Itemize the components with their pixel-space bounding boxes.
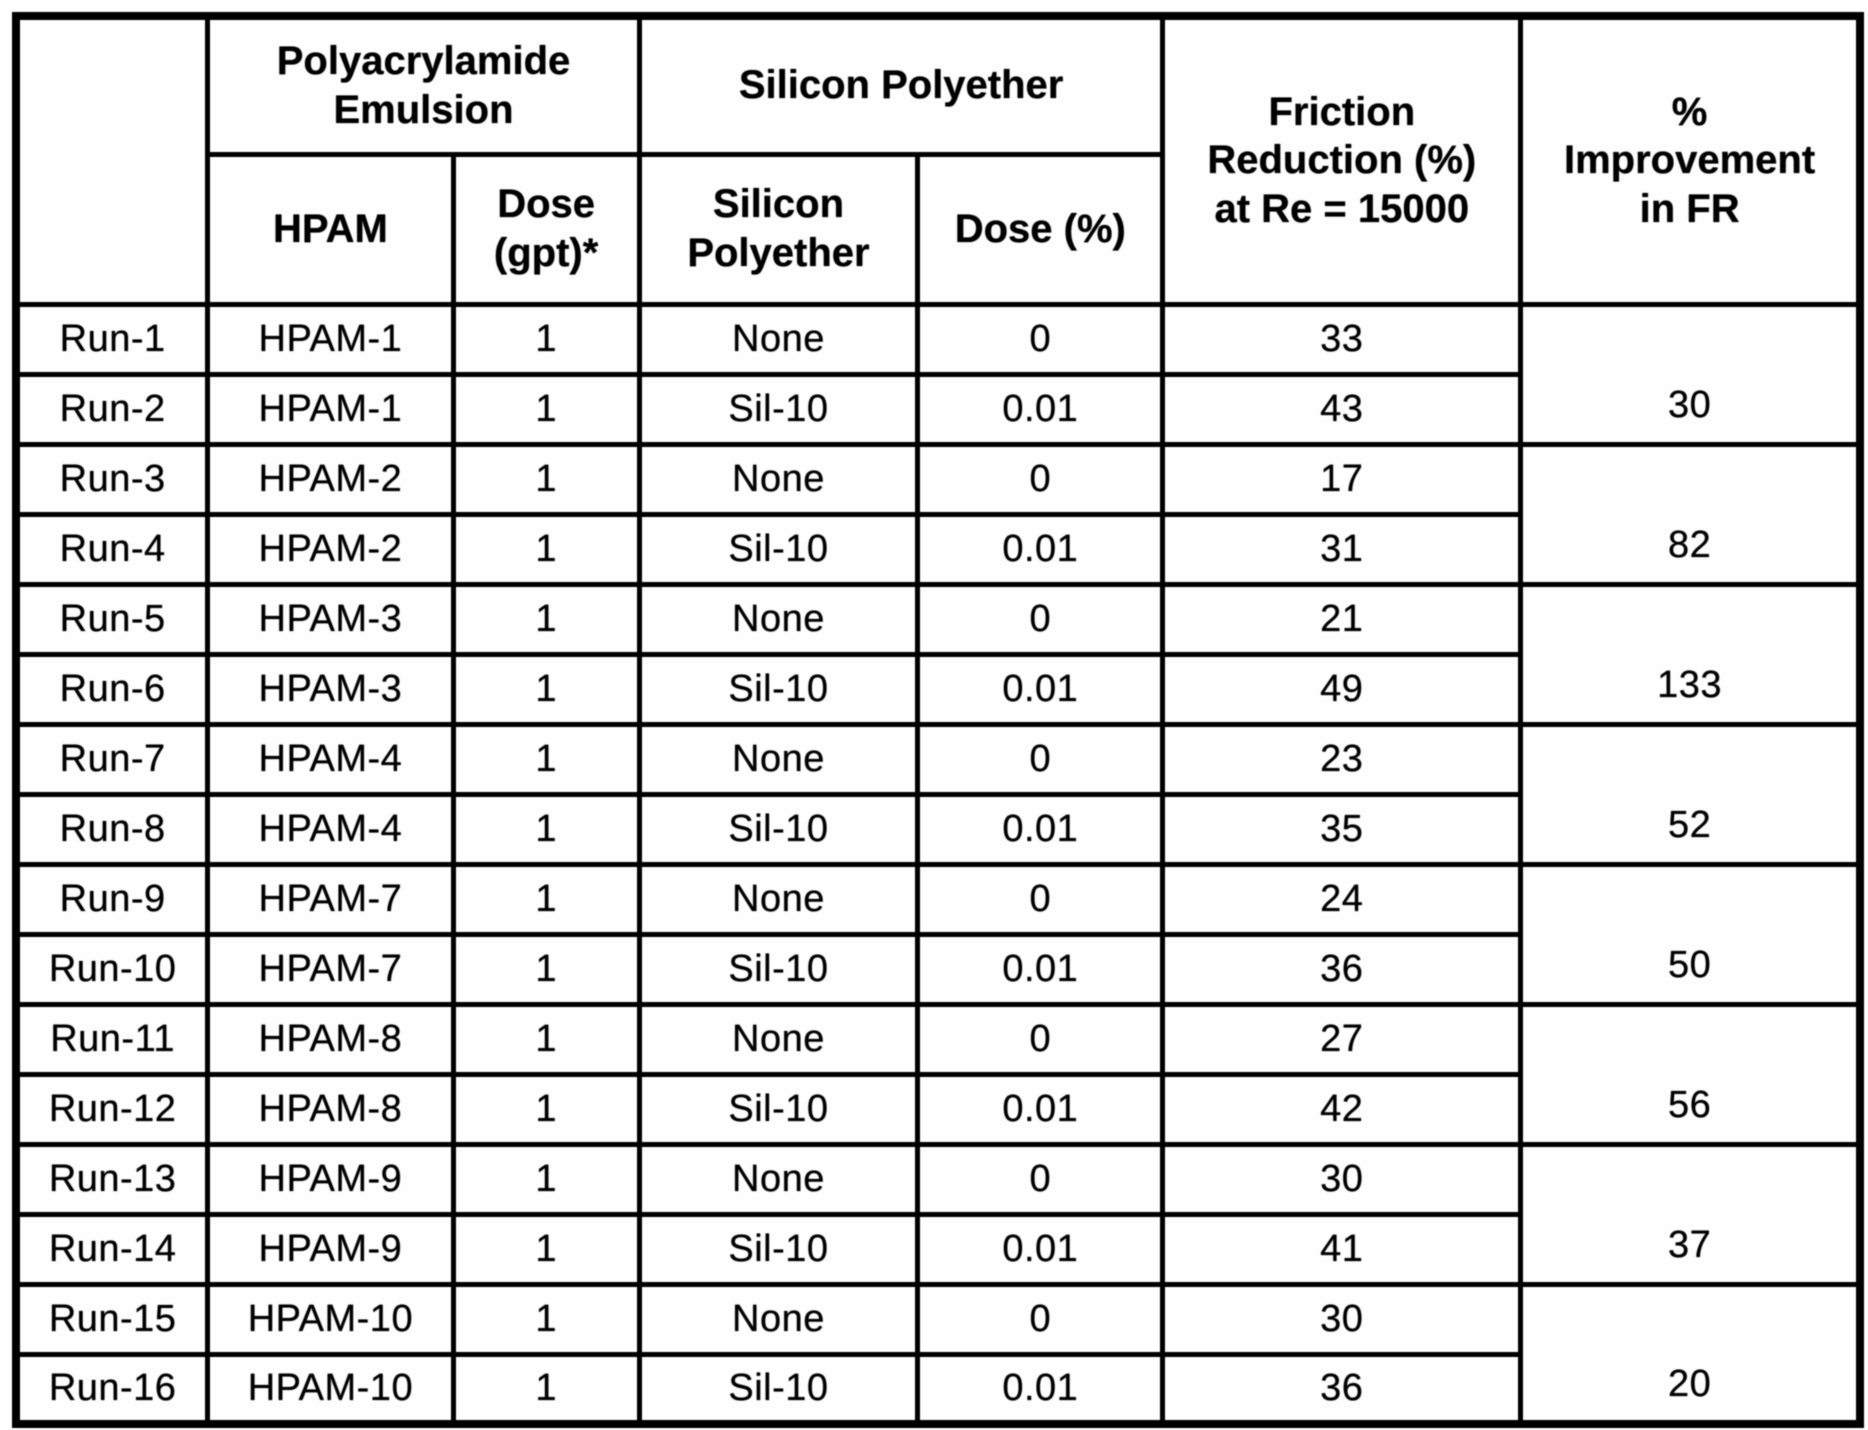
- silicon-polyether-cell: Sil-10: [639, 654, 917, 724]
- dose-gpt-cell: 1: [453, 304, 639, 374]
- run-cell: Run-6: [16, 654, 208, 724]
- silicon-polyether-cell: None: [639, 1144, 917, 1214]
- improvement-value: 30: [1667, 383, 1712, 426]
- improvement-cell: [1521, 584, 1860, 724]
- header-polyacrylamide-emulsion: Polyacrylamide Emulsion: [208, 16, 639, 154]
- hpam-cell: HPAM-9: [208, 1214, 453, 1284]
- friction-reduction-cell: 17: [1163, 444, 1521, 514]
- improvement-value: 133: [1657, 663, 1723, 706]
- hpam-cell: HPAM-10: [208, 1354, 453, 1424]
- improvement-cell: [1521, 724, 1860, 864]
- improvement-cell: [1521, 1284, 1860, 1424]
- run-cell: Run-15: [16, 1284, 208, 1354]
- silicon-polyether-cell: None: [639, 864, 917, 934]
- run-cell: Run-10: [16, 934, 208, 1004]
- run-cell: Run-13: [16, 1144, 208, 1214]
- hpam-cell: HPAM-2: [208, 514, 453, 584]
- improvement-value: 37: [1667, 1223, 1712, 1266]
- hpam-cell: HPAM-1: [208, 304, 453, 374]
- friction-reduction-cell: 33: [1163, 304, 1521, 374]
- friction-reduction-cell: 30: [1163, 1144, 1521, 1214]
- dose-pct-cell: 0.01: [918, 374, 1163, 444]
- header-silicon-polyether: Silicon Polyether: [639, 154, 917, 304]
- improvement-value: 56: [1667, 1083, 1712, 1126]
- dose-gpt-cell: 1: [453, 654, 639, 724]
- run-cell: Run-14: [16, 1214, 208, 1284]
- improvement-cell: [1521, 1144, 1860, 1284]
- silicon-polyether-cell: None: [639, 724, 917, 794]
- header-hpam: HPAM: [208, 154, 453, 304]
- hpam-cell: HPAM-9: [208, 1144, 453, 1214]
- friction-reduction-cell: 27: [1163, 1004, 1521, 1074]
- dose-gpt-cell: 1: [453, 1214, 639, 1284]
- hpam-cell: HPAM-8: [208, 1074, 453, 1144]
- table-row: [16, 304, 1860, 374]
- dose-gpt-cell: 1: [453, 794, 639, 864]
- improvement-value: 50: [1667, 943, 1712, 986]
- header-dose-gpt: Dose (gpt)*: [453, 154, 639, 304]
- dose-pct-cell: 0: [918, 864, 1163, 934]
- run-cell: Run-8: [16, 794, 208, 864]
- hpam-cell: HPAM-7: [208, 934, 453, 1004]
- dose-pct-cell: 0: [918, 1004, 1163, 1074]
- dose-pct-cell: 0: [918, 304, 1163, 374]
- friction-reduction-cell: 23: [1163, 724, 1521, 794]
- friction-reduction-cell: 43: [1163, 374, 1521, 444]
- run-cell: Run-1: [16, 304, 208, 374]
- hpam-cell: HPAM-1: [208, 374, 453, 444]
- run-cell: Run-16: [16, 1354, 208, 1424]
- header-improvement: % Improvement in FR: [1521, 16, 1860, 304]
- corner-cell: [16, 16, 208, 304]
- dose-gpt-cell: 1: [453, 724, 639, 794]
- hpam-cell: HPAM-7: [208, 864, 453, 934]
- table-row: [16, 724, 1860, 794]
- dose-gpt-cell: 1: [453, 864, 639, 934]
- silicon-polyether-cell: Sil-10: [639, 1074, 917, 1144]
- dose-gpt-cell: 1: [453, 1354, 639, 1424]
- friction-reduction-cell: 24: [1163, 864, 1521, 934]
- improvement-value: 82: [1667, 523, 1712, 566]
- hpam-cell: HPAM-3: [208, 654, 453, 724]
- table-row: [16, 584, 1860, 654]
- run-cell: Run-9: [16, 864, 208, 934]
- dose-pct-cell: 0.01: [918, 654, 1163, 724]
- silicon-polyether-cell: None: [639, 584, 917, 654]
- dose-pct-cell: 0.01: [918, 1074, 1163, 1144]
- hpam-cell: HPAM-2: [208, 444, 453, 514]
- run-cell: Run-5: [16, 584, 208, 654]
- header-silicon-polyether-group: Silicon Polyether: [639, 16, 1163, 154]
- hpam-cell: HPAM-4: [208, 794, 453, 864]
- friction-reduction-cell: 31: [1163, 514, 1521, 584]
- friction-reduction-cell: 36: [1163, 934, 1521, 1004]
- dose-pct-cell: 0: [918, 1144, 1163, 1214]
- silicon-polyether-cell: Sil-10: [639, 1214, 917, 1284]
- improvement-cell: [1521, 304, 1860, 444]
- dose-pct-cell: 0: [918, 1284, 1163, 1354]
- friction-reduction-cell: 21: [1163, 584, 1521, 654]
- silicon-polyether-cell: Sil-10: [639, 934, 917, 1004]
- silicon-polyether-cell: Sil-10: [639, 1354, 917, 1424]
- dose-pct-cell: 0.01: [918, 514, 1163, 584]
- hpam-cell: HPAM-3: [208, 584, 453, 654]
- friction-reduction-cell: 36: [1163, 1354, 1521, 1424]
- header-friction-reduction: Friction Reduction (%) at Re = 15000: [1163, 16, 1521, 304]
- silicon-polyether-cell: None: [639, 444, 917, 514]
- silicon-polyether-cell: None: [639, 304, 917, 374]
- run-cell: Run-12: [16, 1074, 208, 1144]
- header-row-groups: [16, 16, 1860, 154]
- table-row: [16, 1004, 1860, 1074]
- silicon-polyether-cell: Sil-10: [639, 514, 917, 584]
- table-body: [16, 304, 1860, 1424]
- run-cell: Run-11: [16, 1004, 208, 1074]
- hpam-cell: HPAM-8: [208, 1004, 453, 1074]
- improvement-cell: [1521, 864, 1860, 1004]
- dose-pct-cell: 0.01: [918, 1214, 1163, 1284]
- friction-reduction-cell: 41: [1163, 1214, 1521, 1284]
- improvement-value: 20: [1667, 1362, 1712, 1405]
- table-row: [16, 444, 1860, 514]
- friction-reduction-cell: 30: [1163, 1284, 1521, 1354]
- dose-gpt-cell: 1: [453, 1074, 639, 1144]
- silicon-polyether-cell: Sil-10: [639, 794, 917, 864]
- hpam-cell: HPAM-4: [208, 724, 453, 794]
- table-row: [16, 864, 1860, 934]
- table-header: [16, 16, 1860, 304]
- hpam-cell: HPAM-10: [208, 1284, 453, 1354]
- dose-gpt-cell: 1: [453, 1284, 639, 1354]
- dose-gpt-cell: 1: [453, 1004, 639, 1074]
- dose-pct-cell: 0.01: [918, 934, 1163, 1004]
- silicon-polyether-cell: Sil-10: [639, 374, 917, 444]
- table-row: [16, 1144, 1860, 1214]
- friction-reduction-cell: 42: [1163, 1074, 1521, 1144]
- dose-gpt-cell: 1: [453, 1144, 639, 1214]
- dose-pct-cell: 0: [918, 584, 1163, 654]
- run-cell: Run-3: [16, 444, 208, 514]
- dose-gpt-cell: 1: [453, 374, 639, 444]
- improvement-value: 52: [1667, 803, 1712, 846]
- improvement-cell: [1521, 1004, 1860, 1144]
- run-cell: Run-4: [16, 514, 208, 584]
- dose-pct-cell: 0: [918, 444, 1163, 514]
- results-table: [12, 12, 1864, 1428]
- dose-pct-cell: 0: [918, 724, 1163, 794]
- dose-gpt-cell: 1: [453, 514, 639, 584]
- dose-pct-cell: 0.01: [918, 794, 1163, 864]
- dose-gpt-cell: 1: [453, 934, 639, 1004]
- friction-reduction-cell: 35: [1163, 794, 1521, 864]
- improvement-cell: [1521, 444, 1860, 584]
- silicon-polyether-cell: None: [639, 1004, 917, 1074]
- run-cell: Run-2: [16, 374, 208, 444]
- silicon-polyether-cell: None: [639, 1284, 917, 1354]
- table-row: [16, 1284, 1860, 1354]
- run-cell: Run-7: [16, 724, 208, 794]
- header-dose-pct: Dose (%): [918, 154, 1163, 304]
- dose-gpt-cell: 1: [453, 444, 639, 514]
- dose-gpt-cell: 1: [453, 584, 639, 654]
- dose-pct-cell: 0.01: [918, 1354, 1163, 1424]
- friction-reduction-cell: 49: [1163, 654, 1521, 724]
